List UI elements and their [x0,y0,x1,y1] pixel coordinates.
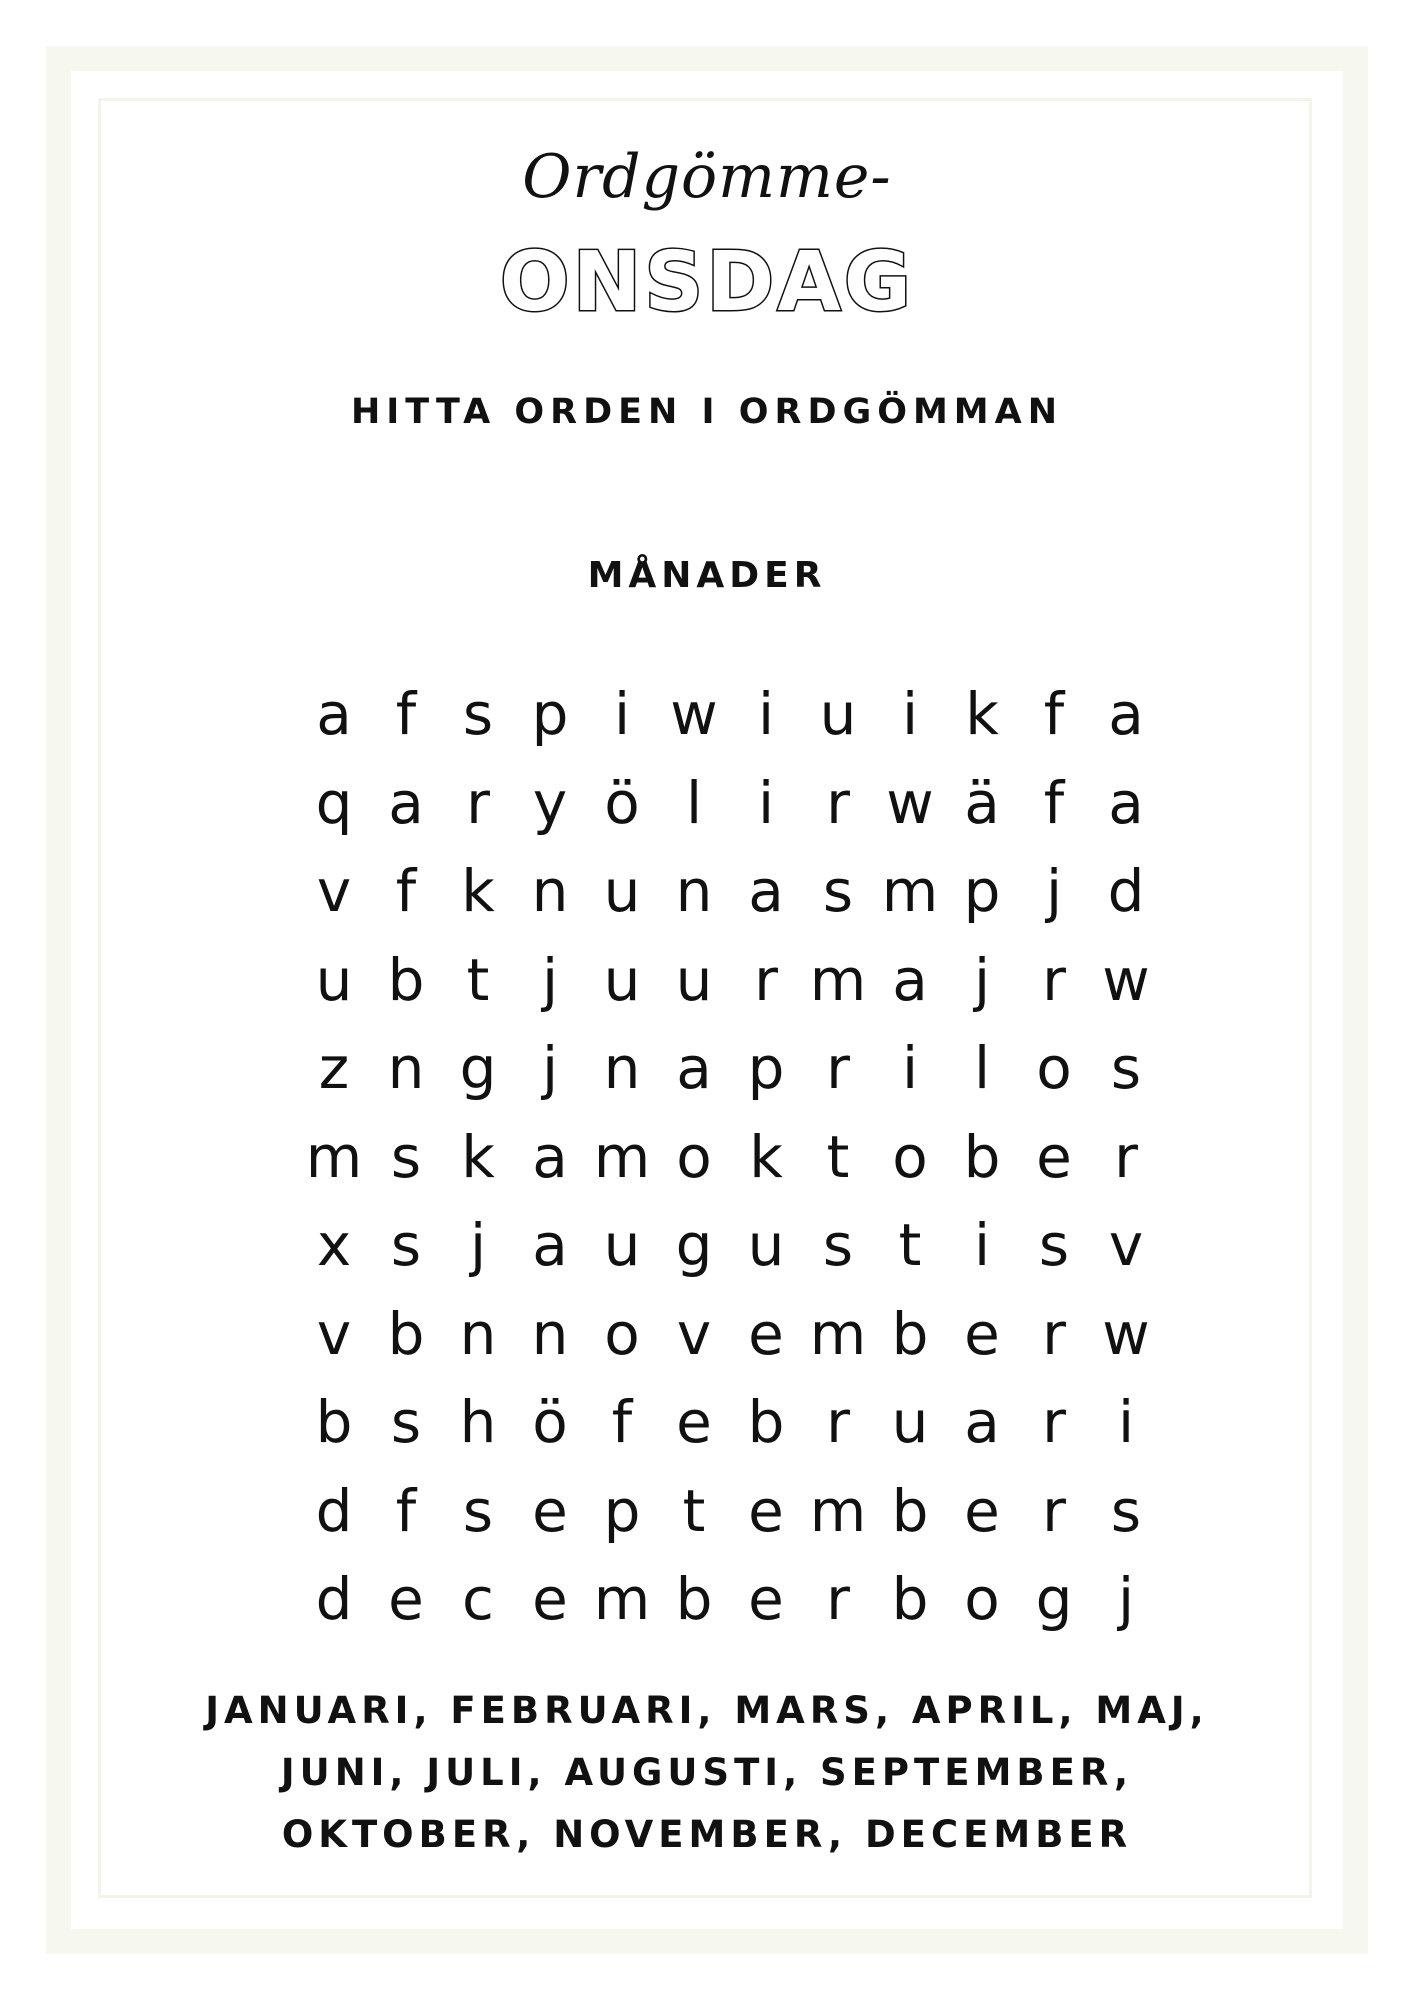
grid-cell: i [757,680,775,748]
grid-cell: r [754,945,778,1014]
grid-cell: r [826,1388,850,1456]
grid-cell: h [459,1388,497,1456]
grid-cell: o [892,1122,928,1191]
grid-cell: f [395,1476,417,1545]
grid-cell: n [531,1299,569,1368]
grid-cell: f [395,857,417,925]
script-title: Ordgömme- [522,142,892,212]
grid-cell: r [1042,945,1066,1014]
grid-cell: r [466,768,490,837]
grid-cell: e [676,1388,712,1456]
grid-cell: u [603,857,641,925]
grid-cell: f [611,1388,633,1456]
grid-cell: a [532,1211,568,1279]
grid-cell: u [603,1211,641,1279]
grid-cell: a [748,857,784,925]
grid-cell: j [973,945,991,1014]
grid-cell: e [964,1476,1000,1545]
grid-cell: m [881,857,939,925]
grid-cell: s [390,1122,422,1191]
bubble-title: ONSDAG [499,235,915,330]
grid-cell: b [315,1388,353,1456]
grid-cell: v [1108,1211,1144,1279]
grid-cell: m [593,1565,651,1633]
grid-cell: e [748,1299,784,1368]
grid-cell: t [826,1122,850,1191]
grid-cell: r [1042,1388,1066,1456]
grid-cell: l [973,1034,991,1102]
grid-cell: a [1108,680,1144,748]
grid-cell: i [1117,1388,1135,1456]
grid-cell: y [532,768,568,837]
grid-cell: f [395,680,417,748]
grid-cell: o [676,1122,712,1191]
grid-cell: s [390,1211,422,1279]
grid-cell: i [973,1211,991,1279]
grid-cell: d [315,1565,353,1633]
grid-cell: b [891,1565,929,1633]
word-list-line: JANUARI, FEBRUARI, MARS, APRIL, MAJ, [205,1689,1209,1732]
grid-cell: l [685,768,703,837]
grid-cell: a [964,1388,1000,1456]
grid-cell: o [604,1299,640,1368]
grid-cell: c [462,1565,494,1633]
grid-cell: s [390,1388,422,1456]
grid-cell: a [892,945,928,1014]
grid-cell: u [747,1211,785,1279]
grid-cell: u [819,680,857,748]
word-list [0,1680,1414,1866]
grid-cell: u [603,945,641,1014]
grid-cell: t [682,1476,706,1545]
grid-cell: q [315,768,353,837]
grid-cell: g [1035,1565,1073,1633]
grid-cell: j [541,945,559,1014]
grid-cell: e [388,1565,424,1633]
grid-cell: g [459,1034,497,1102]
grid-cell: ä [964,768,1000,837]
grid-cell: n [387,1034,425,1102]
grid-cell: j [469,1211,487,1279]
grid-cell: s [822,1211,854,1279]
grid-cell: i [901,680,919,748]
grid-cell: b [675,1565,713,1633]
grid-cell: ö [532,1388,568,1456]
grid-cell: m [593,1122,651,1191]
grid-cell: r [826,1034,850,1102]
grid-cell: d [1107,857,1145,925]
grid-cell: w [1102,1299,1150,1368]
grid-cell: m [809,1476,867,1545]
grid-cell: s [1110,1476,1142,1545]
grid-cell: e [964,1299,1000,1368]
grid-cell: e [748,1565,784,1633]
grid-cell: v [676,1299,712,1368]
grid-cell: d [315,1476,353,1545]
grid-cell: p [603,1476,641,1545]
grid-cell: v [316,1299,352,1368]
grid-cell: e [532,1565,568,1633]
grid-cell: a [676,1034,712,1102]
grid-cell: p [963,857,1001,925]
grid-cell: i [901,1034,919,1102]
grid-cell: a [388,768,424,837]
grid-cell: t [898,1211,922,1279]
grid-cell: m [305,1122,363,1191]
grid-cell: o [1036,1034,1072,1102]
grid-cell: a [1108,768,1144,837]
grid-cell: i [757,768,775,837]
word-list-line: JUNI, JULI, AUGUSTI, SEPTEMBER, [280,1751,1134,1794]
grid-cell: k [965,680,999,748]
category-heading: MÅNADER [587,555,827,596]
grid-cell: i [613,680,631,748]
grid-cell: e [748,1476,784,1545]
grid-cell: j [1117,1565,1135,1633]
grid-cell: s [1110,1034,1142,1102]
grid-cell: s [822,857,854,925]
grid-cell: b [387,945,425,1014]
grid-cell: b [747,1388,785,1456]
grid-cell: m [809,1299,867,1368]
grid-cell: w [886,768,934,837]
grid-cell: b [963,1122,1001,1191]
grid-cell: z [318,1034,350,1102]
grid-cell: p [747,1034,785,1102]
grid-cell: p [531,680,569,748]
word-search-grid [298,670,1162,1644]
grid-cell: u [891,1388,929,1456]
grid-cell: r [1042,1299,1066,1368]
grid-cell: s [1038,1211,1070,1279]
grid-cell: g [675,1211,713,1279]
grid-cell: k [749,1122,783,1191]
grid-cell: w [1102,945,1150,1014]
grid-cell: s [462,680,494,748]
grid-cell: r [1042,1476,1066,1545]
word-list-line: OKTOBER, NOVEMBER, DECEMBER [281,1813,1133,1856]
grid-cell: o [964,1565,1000,1633]
grid-cell: e [532,1476,568,1545]
grid-cell: f [1043,768,1065,837]
grid-cell: e [1036,1122,1072,1191]
grid-cell: j [541,1034,559,1102]
grid-cell: f [1043,680,1065,748]
grid-cell: n [459,1299,497,1368]
grid-cell: b [387,1299,425,1368]
grid-cell: r [1114,1122,1138,1191]
grid-cell: k [461,1122,495,1191]
grid-cell: n [603,1034,641,1102]
grid-cell: u [315,945,353,1014]
grid-cell: j [1045,857,1063,925]
grid-cell: m [809,945,867,1014]
grid-cell: t [466,945,490,1014]
grid-cell: b [891,1476,929,1545]
grid-cell: n [675,857,713,925]
grid-cell: s [462,1476,494,1545]
grid-cell: r [826,768,850,837]
grid-cell: w [670,680,718,748]
grid-cell: ö [604,768,640,837]
grid-cell: r [826,1565,850,1633]
grid-cell: a [532,1122,568,1191]
grid-cell: n [531,857,569,925]
grid-cell: b [891,1299,929,1368]
grid-cell: x [316,1211,352,1279]
grid-cell: a [316,680,352,748]
instruction-heading: HITTA ORDEN I ORDGÖMMAN [350,392,1064,432]
grid-cell: k [461,857,495,925]
grid-cell: v [316,857,352,925]
grid-cell: u [675,945,713,1014]
